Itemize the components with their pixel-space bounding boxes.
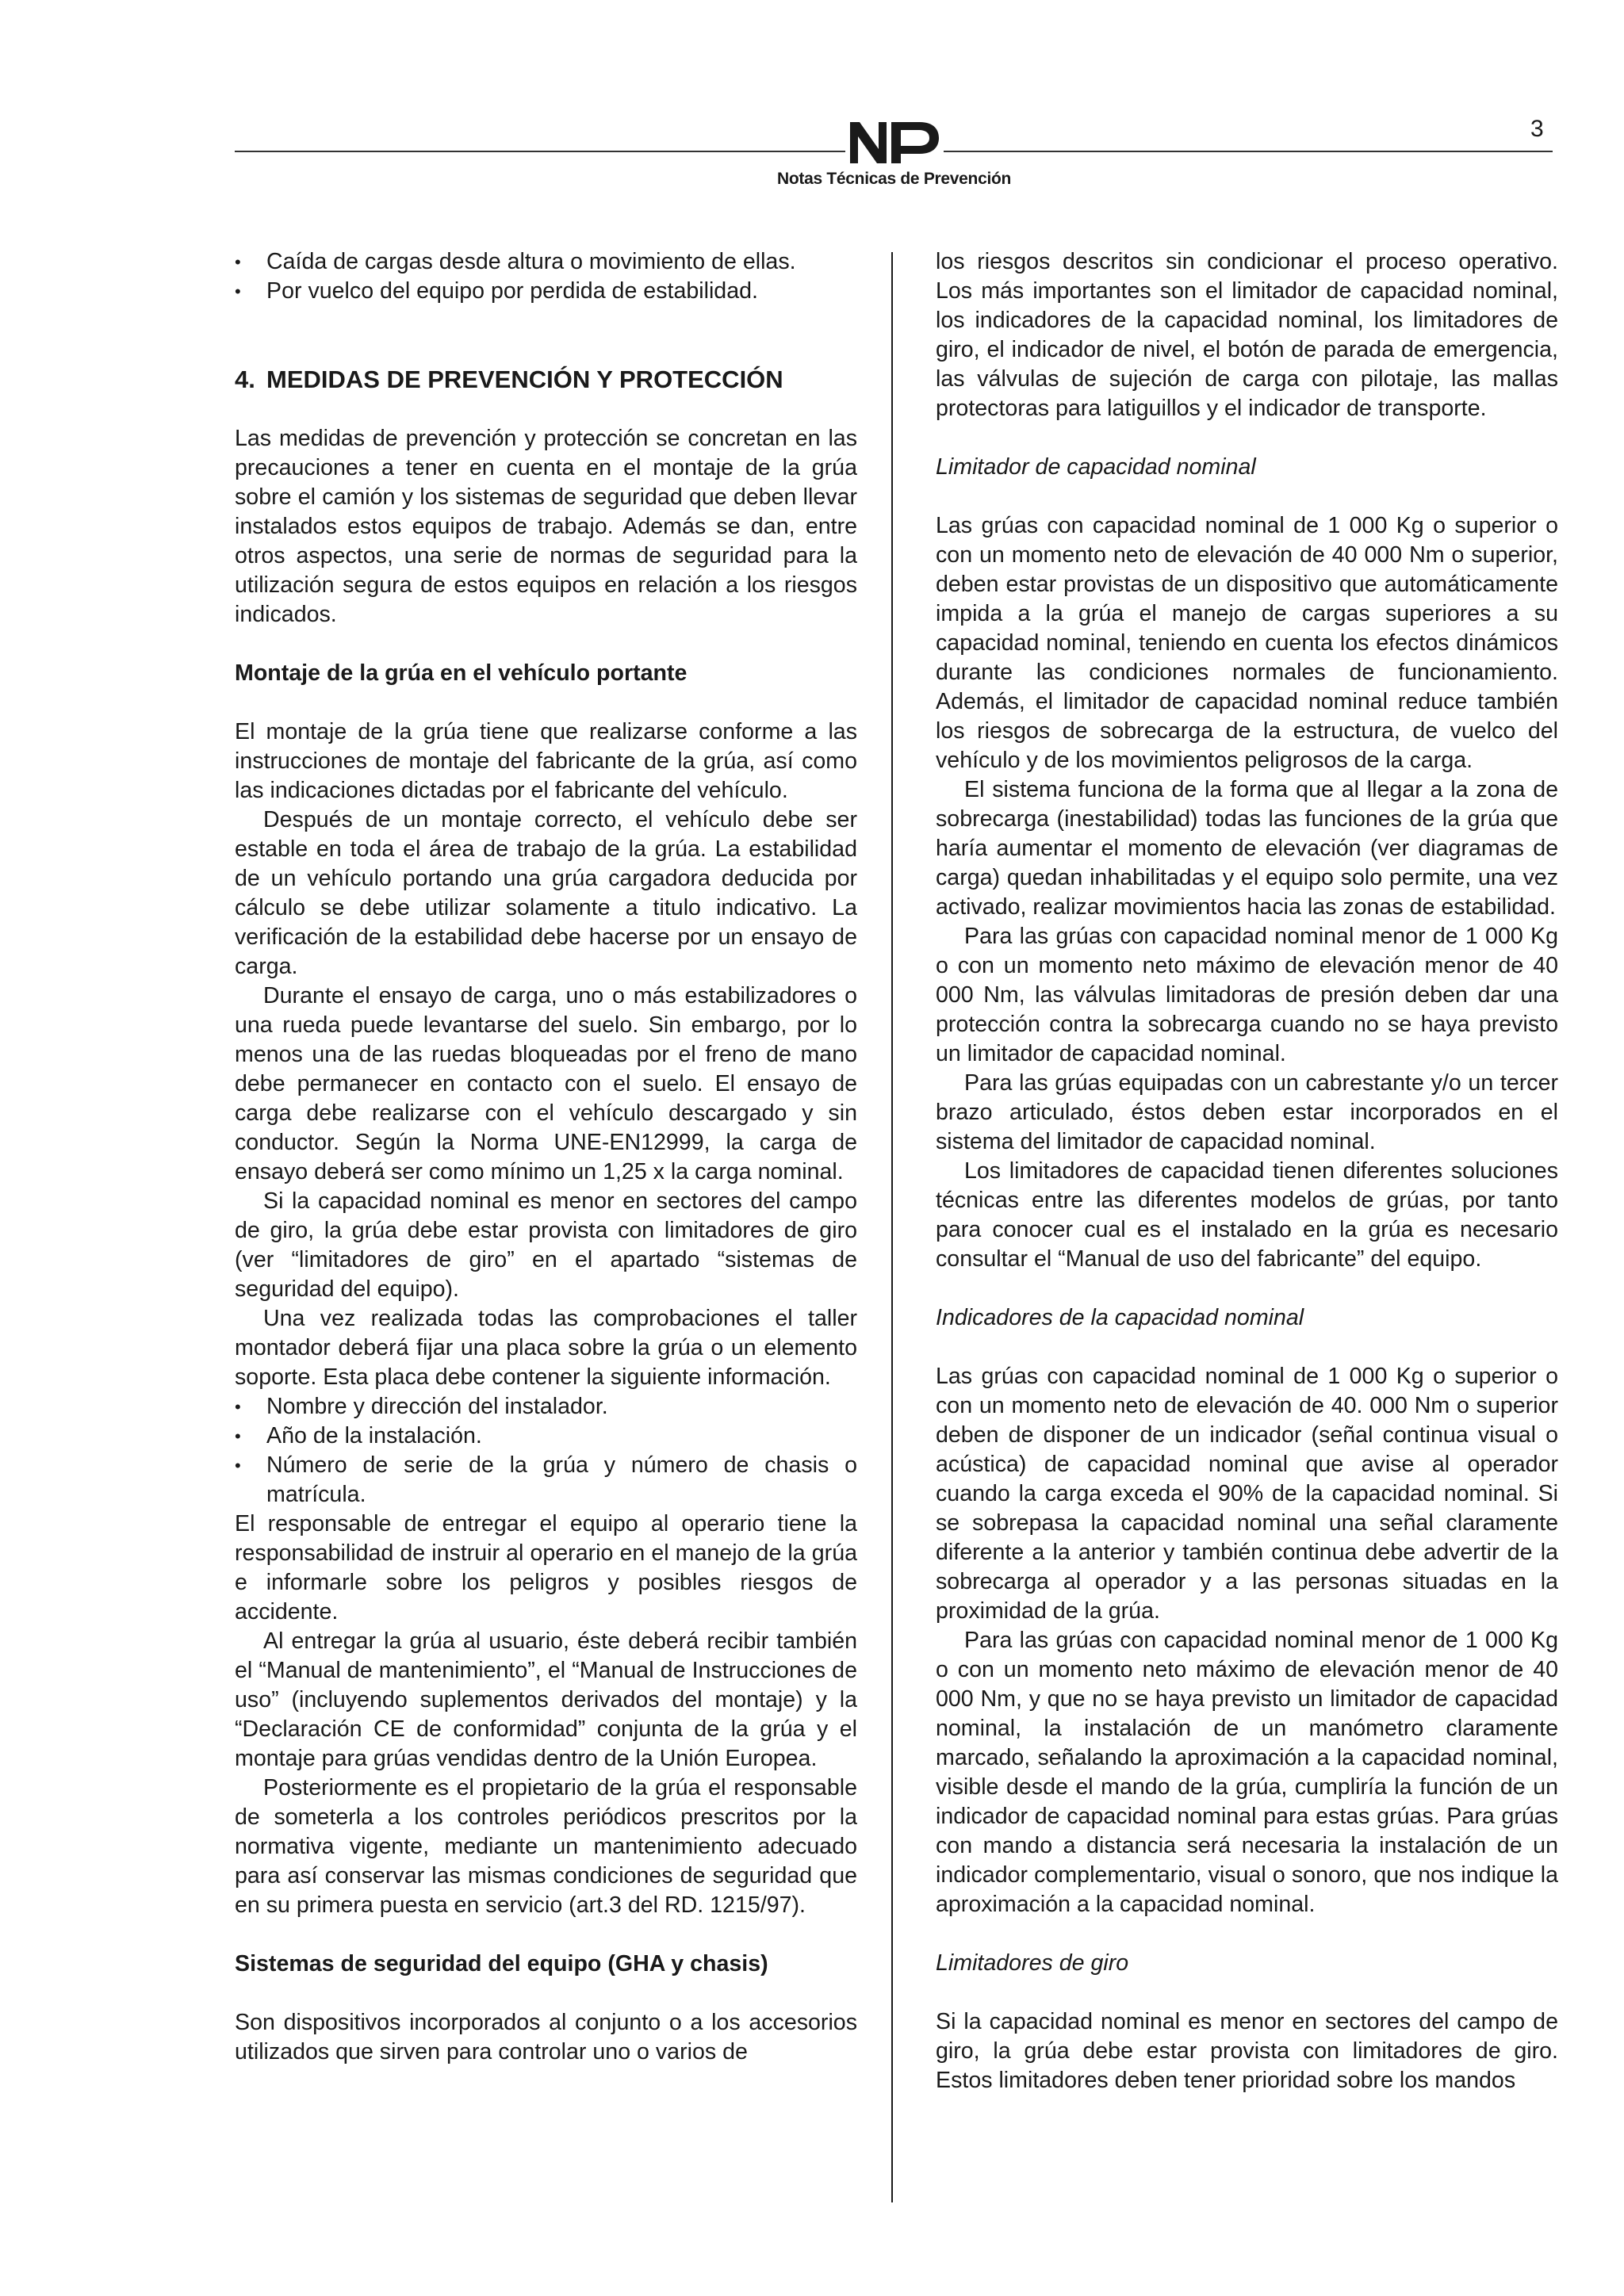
subheading-montaje: Montaje de la grúa en el vehículo portante (235, 660, 688, 686)
section-number: 4. (235, 365, 255, 393)
risk-bullet-list (235, 247, 857, 306)
header-rule-left (235, 151, 845, 152)
np-logo (847, 119, 944, 166)
paragraph: Para las grúas con capacidad nominal menor de 1 000 Kg o con un momento neto máximo de elevación menor de 40 000 Nm, las válvulas limitadoras de presión deben dar una protección contra la sobrecarga cuando no se haya previsto un limitador de capacidad nominal. (936, 924, 1558, 1066)
paragraph: Para las grúas equipadas con un cabrestante y/o un tercer brazo articulado, éstos deben estar incorporados en el sistema del limitador de capacidad nominal. (936, 1070, 1558, 1154)
plate-info-list (235, 1392, 857, 1510)
section-heading (235, 365, 857, 395)
paragraph: Son dispositivos incorporados al conjunto o a los accesorios utilizados que sirven para controlar uno o varios de (235, 2010, 857, 2064)
subheading-limitador: Limitador de capacidad nominal (936, 454, 1256, 480)
left-column (235, 247, 857, 2067)
list-item: • Año de la instalación. (235, 1422, 857, 1451)
paragraph: Posteriormente es el propietario de la grúa el responsable de someterla a los controles periódicos prescritos por la normativa vigente, mediante un mantenimiento adecuado para así conservar las mismas condiciones de seguridad que en su primera puesta en servicio (art.3 del RD. 1215/97). (235, 1775, 857, 1918)
list-item: • Por vuelco del equipo por perdida de estabilidad. (235, 277, 857, 306)
paragraph: Las grúas con capacidad nominal de 1 000 Kg o superior o con un momento neto de elevación de 40. 000 Nm o superior deben de disponer de un indicador (señal continua visual o acústica) de capacidad nominal que avise al operador cuando la carga exceda el 90% de la capacidad nominal. Si se sobrepasa la capacidad nominal una señal claramente diferente a la anterior y también continua debe advertir de la sobrecarga al operador y a las personas situadas en la proximidad de la grúa. (936, 1364, 1558, 1624)
paragraph: Si la capacidad nominal es menor en sectores del campo de giro, la grúa debe estar provista con limitadores de giro (ver “limitadores de giro” en el apartado “sistemas de seguridad del equipo). (235, 1188, 857, 1302)
list-item: • Número de serie de la grúa y número de chasis o matrícula. (235, 1451, 857, 1510)
subheading-giro: Limitadores de giro (936, 1950, 1129, 1976)
paragraph: Al entregar la grúa al usuario, éste deberá recibir también el “Manual de mantenimiento”, el “Manual de Instrucciones de uso” (incluyendo suplementos derivados del montaje) y la “Declaración CE de conformidad” conjunta de la grúa y el montaje para grúas vendidas dentro de la Unión Europea. (235, 1628, 857, 1771)
section-title: MEDIDAS DE PREVENCIÓN Y PROTECCIÓN (266, 365, 783, 393)
paragraph: Una vez realizada todas las comprobaciones el taller montador deberá fijar una placa sobre la grúa o un elemento soporte. Esta placa debe contener la siguiente información. (235, 1306, 857, 1390)
paragraph: los riesgos descritos sin condicionar el proceso operativo. Los más importantes son el limitador de capacidad nominal, los indicadores de la capacidad nominal, los limitadores de giro, el indicador de nivel, el botón de parada de emergencia, las válvulas de sujeción de carga con pilotaje, las mallas protectoras para latiguillos y el indicador de transporte. (936, 249, 1558, 421)
paragraph: El responsable de entregar el equipo al operario tiene la responsabilidad de instruir al operario en el manejo de la grúa e informarle sobre los peligros y posibles riesgos de accidente. (235, 1511, 857, 1624)
page-number: 3 (1530, 116, 1544, 142)
right-column (936, 247, 1558, 2095)
paragraph: Si la capacidad nominal es menor en sectores del campo de giro, la grúa debe estar provista con limitadores de giro. Estos limitadores deben tener prioridad sobre los mandos (936, 2009, 1558, 2093)
paragraph: El montaje de la grúa tiene que realizarse conforme a las instrucciones de montaje del fabricante de la grúa, así como las indicaciones dictadas por el fabricante del vehículo. (235, 719, 857, 803)
publication-subtitle: Notas Técnicas de Prevención (777, 170, 1012, 188)
paragraph: El sistema funciona de la forma que al llegar a la zona de sobrecarga (inestabilidad) todas las funciones de la grúa que haría aumentar el momento de elevación (ver diagramas de carga) quedan inhabilitadas y el equipo solo permite, una vez activado, realizar movimientos hacia las zonas de estabilidad. (936, 777, 1558, 920)
paragraph: Después de un montaje correcto, el vehículo debe ser estable en toda el área de trabajo de la grúa. La estabilidad de un vehículo portando una grúa cargadora deducida por cálculo se debe utilizar solamente a titulo indicativo. La verificación de la estabilidad debe hacerse por un ensayo de carga. (235, 807, 857, 979)
subheading-sistemas: Sistemas de seguridad del equipo (GHA y chasis) (235, 1951, 768, 1976)
header-rule-right (944, 151, 1553, 152)
paragraph: Los limitadores de capacidad tienen diferentes soluciones técnicas entre las diferentes modelos de grúas, por tanto para conocer cual es el instalado en la grúa es necesario consultar el “Manual de uso del fabricante” del equipo. (936, 1158, 1558, 1272)
column-divider (891, 252, 893, 2202)
list-item: • Caída de cargas desde altura o movimiento de ellas. (235, 247, 857, 277)
list-item: • Nombre y dirección del instalador. (235, 1392, 857, 1422)
paragraph: Las medidas de prevención y protección se concretan en las precauciones a tener en cuenta en el montaje de la grúa sobre el camión y los sistemas de seguridad que deben llevar instalados estos equipos de trabajo. Además se dan, entre otros aspectos, una serie de normas de seguridad para la utilización segura de estos equipos en relación a los riesgos indicados. (235, 426, 857, 627)
subheading-indicadores: Indicadores de la capacidad nominal (936, 1305, 1304, 1330)
paragraph: Durante el ensayo de carga, uno o más estabilizadores o una rueda puede levantarse del suelo. Sin embargo, por lo menos una de las ruedas bloqueadas por el freno de mano debe permanecer en contacto con el suelo. El ensayo de carga debe realizarse con el vehículo descargado y sin conductor. Según la Norma UNE-EN12999, la carga de ensayo deberá ser como mínimo un 1,25 x la carga nominal. (235, 983, 857, 1184)
paragraph: Las grúas con capacidad nominal de 1 000 Kg o superior o con un momento neto de elevación de 40 000 Nm o superior, deben estar provistas de un dispositivo que automáticamente impida a la grúa el manejo de cargas superiores a su capacidad nominal, teniendo en cuenta los efectos dinámicos durante las condiciones normales de funcionamiento. Además, el limitador de capacidad nominal reduce también los riesgos de sobrecarga de la estructura, de vuelco del vehículo y de los movimientos peligrosos de la carga. (936, 513, 1558, 773)
paragraph: Para las grúas con capacidad nominal menor de 1 000 Kg o con un momento neto máximo de elevación menor de 40 000 Nm, y que no se haya previsto un limitador de capacidad nominal, la instalación de un manómetro claramente marcado, señalando la aproximación a la capacidad nominal, visible desde el mando de la grúa, cumpliría la función de un indicador de capacidad nominal para estas grúas. Para grúas con mando a distancia será necesaria la instalación de un indicador complementario, visual o sonoro, que nos indique la aproximación a la capacidad nominal. (936, 1628, 1558, 1917)
